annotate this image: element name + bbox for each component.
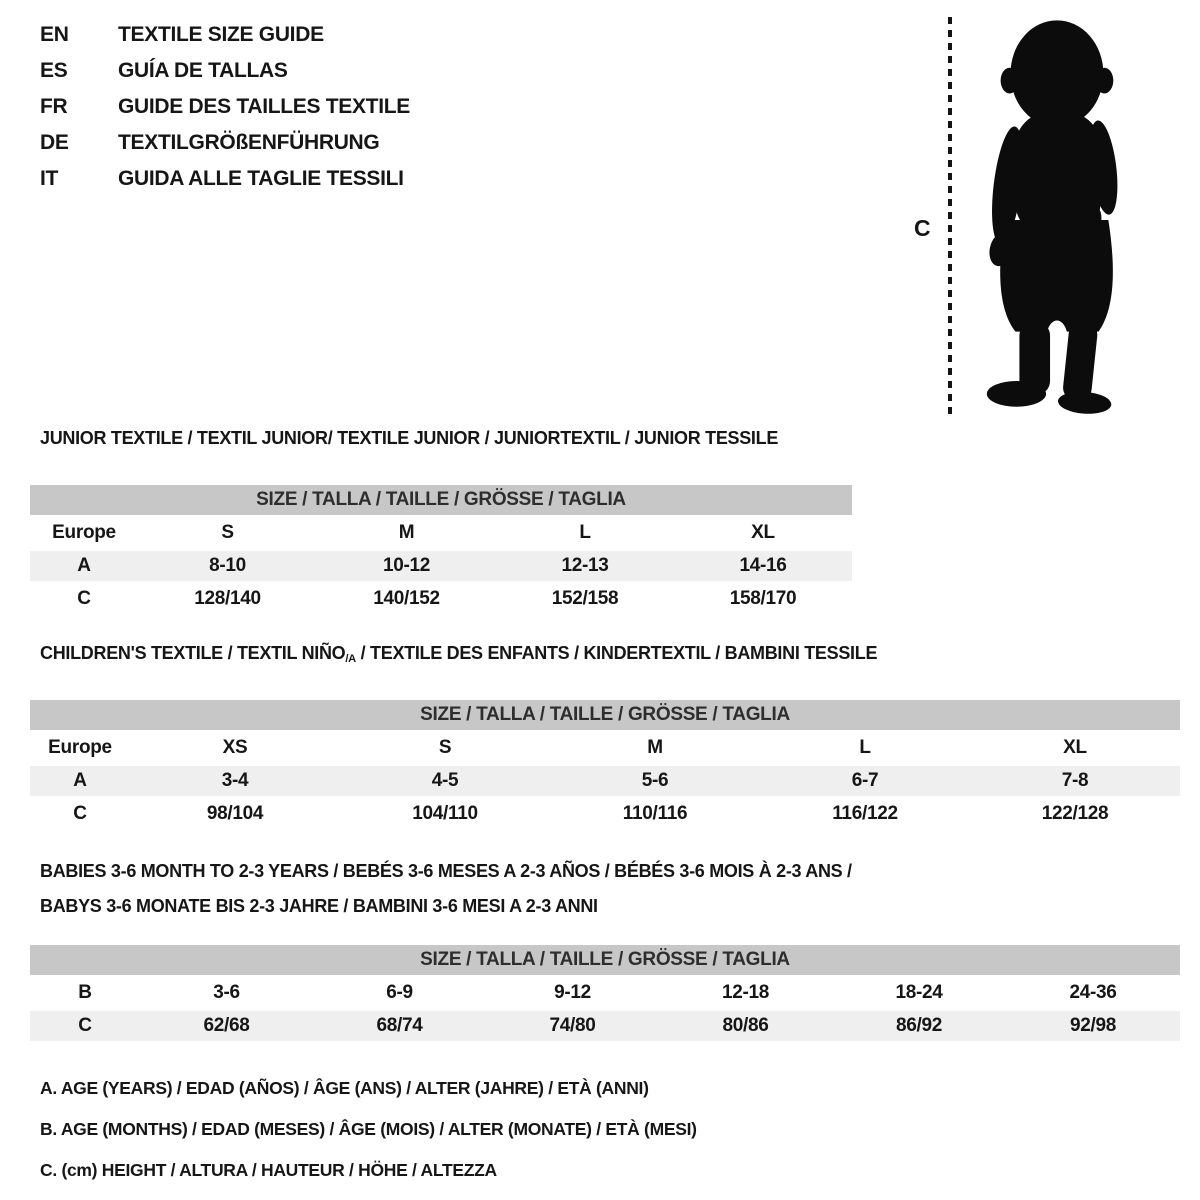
- toddler-silhouette-icon: [970, 15, 1138, 415]
- language-code: DE: [40, 131, 69, 154]
- size-cell: S: [221, 522, 234, 543]
- value-cell: 74/80: [486, 1011, 659, 1041]
- language-title: GUÍA DE TALLAS: [118, 59, 288, 82]
- section-babies-textile: [30, 862, 1180, 1044]
- value-cell: 9-12: [554, 982, 591, 1004]
- table-row-height: [30, 1011, 1180, 1041]
- value-cell: 5-6: [550, 766, 760, 796]
- height-figure: [900, 15, 1155, 420]
- section-junior-textile: [30, 428, 1180, 617]
- babies-heading-line2: BABYS 3-6 MONATE BIS 2-3 JAHRE / BAMBINI 3-6 MESI A 2-3 ANNI: [40, 896, 598, 917]
- babies-heading-line1: BABIES 3-6 MONTH TO 2-3 YEARS / BEBÉS 3-6 MESES A 2-3 AÑOS / BÉBÉS 3-6 MOIS À 2-3 ANS /: [40, 861, 852, 882]
- size-cell: S: [438, 737, 452, 759]
- row-label: C: [30, 1011, 140, 1041]
- language-title: TEXTILE SIZE GUIDE: [118, 23, 324, 46]
- value-cell: 8-10: [138, 551, 317, 581]
- section-children-textile: [30, 643, 1180, 832]
- value-cell: 4-5: [340, 766, 550, 796]
- value-cell: 140/152: [373, 588, 440, 609]
- legend-line-b: B. AGE (MONTHS) / EDAD (MESES) / ÂGE (MOIS) / ALTER (MONATE) / ETÀ (MESI): [40, 1119, 697, 1140]
- value-cell: 12-13: [496, 551, 674, 581]
- size-header-bar: SIZE / TALLA / TAILLE / GRÖSSE / TAGLIA: [30, 485, 852, 515]
- row-label: Europe: [48, 737, 112, 759]
- row-label: C: [77, 588, 91, 609]
- table-row-age: [30, 551, 852, 581]
- table-header-row: [30, 700, 1180, 730]
- value-cell: 3-6: [213, 982, 240, 1004]
- table-row-europe: [30, 518, 852, 548]
- value-cell: 10-12: [317, 551, 496, 581]
- size-cell: XL: [751, 522, 775, 543]
- value-cell: 116/122: [832, 803, 898, 825]
- value-cell: 98/104: [206, 803, 264, 825]
- children-heading-pre: CHILDREN'S TEXTILE / TEXTIL NIÑO: [40, 643, 346, 663]
- language-row-es: [40, 60, 410, 82]
- measurement-legend: [30, 1078, 1180, 1180]
- language-row-it: [40, 168, 410, 190]
- language-row-en: [40, 24, 410, 46]
- row-label: B: [78, 982, 92, 1004]
- junior-size-table: [30, 482, 852, 617]
- value-cell: 24-36: [1069, 982, 1117, 1004]
- value-cell: 6-7: [760, 766, 970, 796]
- row-label: C: [73, 803, 87, 825]
- table-row-height: [30, 584, 852, 614]
- size-cell: M: [647, 737, 663, 759]
- value-cell: 92/98: [1006, 1011, 1180, 1041]
- size-cell: L: [859, 737, 871, 759]
- language-title-list: [40, 24, 410, 204]
- size-header-bar: SIZE / TALLA / TAILLE / GRÖSSE / TAGLIA: [30, 700, 1180, 730]
- value-cell: 128/140: [194, 588, 261, 609]
- table-header-row: [30, 945, 1180, 975]
- table-row-europe: [30, 733, 1180, 763]
- value-cell: 18-24: [895, 982, 943, 1004]
- children-section-heading: [30, 643, 1180, 669]
- babies-section-heading: [30, 862, 1180, 916]
- legend-line-c: C. (cm) HEIGHT / ALTURA / HAUTEUR / HÖHE / ALTEZZA: [40, 1160, 497, 1181]
- language-title: GUIDE DES TAILLES TEXTILE: [118, 95, 410, 118]
- table-row-age: [30, 766, 1180, 796]
- size-header-bar: SIZE / TALLA / TAILLE / GRÖSSE / TAGLIA: [30, 945, 1180, 975]
- children-size-table: [30, 697, 1180, 832]
- value-cell: 152/158: [551, 588, 619, 609]
- language-code: EN: [40, 23, 69, 46]
- language-row-de: [40, 132, 410, 154]
- language-title: TEXTILGRÖßENFÜHRUNG: [118, 131, 380, 154]
- value-cell: 86/92: [832, 1011, 1006, 1041]
- value-cell: 6-9: [386, 982, 413, 1004]
- children-heading-sub: /A: [345, 653, 356, 666]
- size-cell: M: [398, 522, 415, 543]
- table-row-months: [30, 978, 1180, 1008]
- value-cell: 110/116: [622, 803, 688, 825]
- value-cell: 80/86: [659, 1011, 832, 1041]
- value-cell: 158/170: [729, 588, 797, 609]
- height-measure-label: C: [914, 215, 931, 241]
- babies-size-table: [30, 942, 1180, 1044]
- value-cell: 7-8: [970, 766, 1180, 796]
- value-cell: 122/128: [1041, 803, 1109, 825]
- value-cell: 68/74: [313, 1011, 486, 1041]
- language-title: GUIDA ALLE TAGLIE TESSILI: [118, 167, 404, 190]
- size-cell: XL: [1063, 737, 1087, 759]
- junior-section-heading: JUNIOR TEXTILE / TEXTIL JUNIOR/ TEXTILE JUNIOR / JUNIORTEXTIL / JUNIOR TESSILE: [40, 428, 779, 448]
- row-label: A: [30, 551, 138, 581]
- table-header-row: [30, 485, 852, 515]
- size-cell: XS: [222, 737, 248, 759]
- value-cell: 14-16: [674, 551, 852, 581]
- value-cell: 3-4: [130, 766, 340, 796]
- size-guide-content: [30, 428, 1180, 1200]
- size-cell: L: [579, 522, 591, 543]
- row-label: Europe: [52, 522, 116, 543]
- value-cell: 62/68: [140, 1011, 313, 1041]
- value-cell: 12-18: [721, 982, 770, 1004]
- language-code: ES: [40, 59, 68, 82]
- language-code: IT: [40, 167, 59, 190]
- children-heading-post: / TEXTILE DES ENFANTS / KINDERTEXTIL / BAMBINI TESSILE: [355, 643, 878, 663]
- language-row-fr: [40, 96, 410, 118]
- table-row-height: [30, 799, 1180, 829]
- language-code: FR: [40, 95, 68, 118]
- row-label: A: [30, 766, 130, 796]
- legend-line-a: A. AGE (YEARS) / EDAD (AÑOS) / ÂGE (ANS) / ALTER (JAHRE) / ETÀ (ANNI): [40, 1078, 649, 1099]
- value-cell: 104/110: [412, 803, 478, 825]
- height-measure-line: [948, 17, 952, 417]
